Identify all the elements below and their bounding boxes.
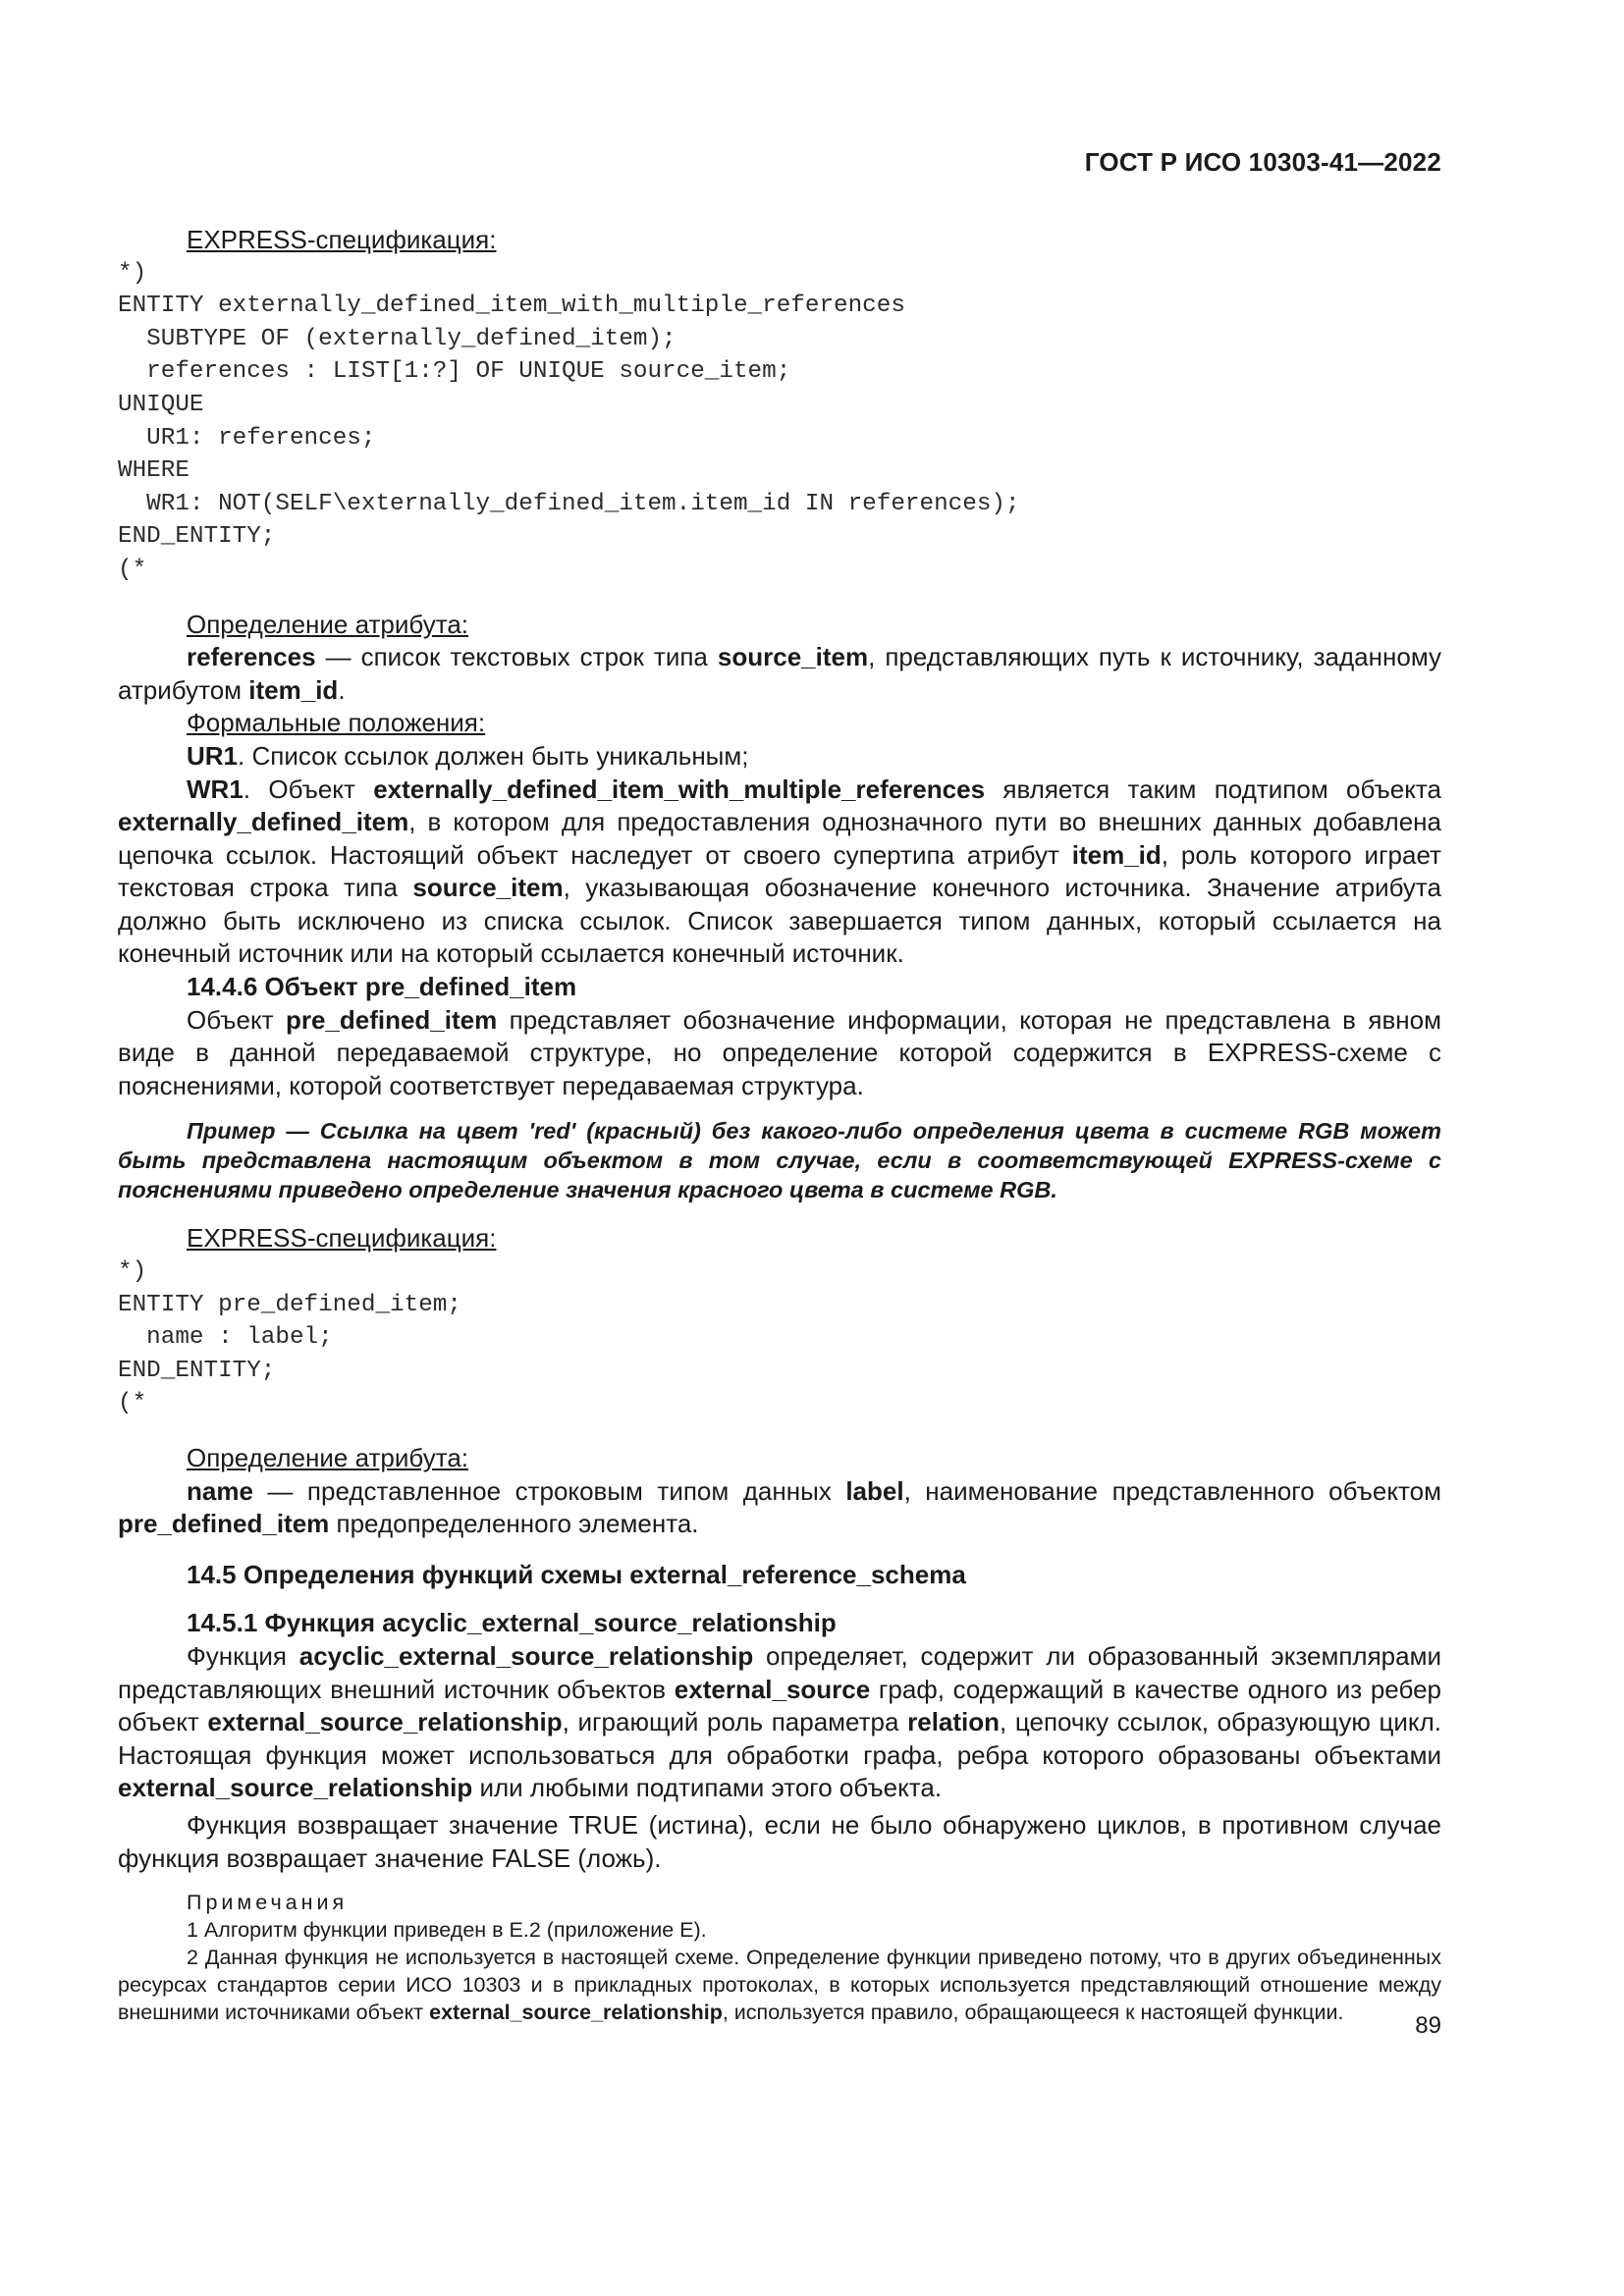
function-name: acyclic_external_source_relationship — [298, 1640, 754, 1671]
text-span: . Объект — [243, 774, 374, 804]
text-span: , в котором для предоставления однозначного пути во внешних данных добавлена цепочка ссылок. Настоящий объект наследует от своего супертипа атрибут — [118, 807, 1441, 870]
attribute-name: name — [187, 1475, 253, 1506]
text-span: Объект — [187, 1004, 286, 1035]
type-name: source_item — [412, 873, 564, 903]
express-code-block: *) ENTITY externally_defined_item_with_multiple_references SUBTYPE OF (externally_defined_item); references : LIST[1:?] OF UNIQUE source_item; UNIQUE UR1: references; WHERE WR1: NOT(SELF\externally_defined_item.item_id IN references); END_ENTITY; (* — [118, 259, 1020, 583]
entity-name: external_source_relationship — [429, 2001, 723, 2025]
parameter-name: relation — [907, 1707, 1001, 1737]
rule-label: UR1 — [187, 740, 239, 771]
text-span: , роль которого играет текстовая строка типа — [118, 839, 1441, 903]
section-heading-14-4-6: 14.4.6 Объект pre_defined_item — [187, 972, 577, 1002]
section-heading-14-5-1: 14.5.1 Функция acyclic_external_source_relationship — [187, 1608, 837, 1638]
text-span: — список текстовых строк типа — [315, 642, 718, 672]
note-item — [118, 1944, 1441, 2026]
express-spec-heading: EXPRESS-спецификация: — [187, 1223, 497, 1254]
text-span: является таким подтипом объекта — [985, 774, 1441, 804]
text-span: или любыми подтипами этого объекта. — [472, 1773, 943, 1803]
text-span: , играющий роль параметра — [562, 1707, 908, 1737]
page-number: 89 — [1415, 2012, 1441, 2039]
text-span: . Список ссылок должен быть уникальным; — [238, 740, 749, 771]
attribute-ref: item_id — [248, 674, 339, 705]
entity-name: externally_defined_item — [118, 807, 409, 837]
attribute-definition-text — [118, 641, 1441, 707]
text-span: , представляющих путь к источнику, заданному атрибутом — [118, 642, 1441, 705]
express-code-block: *) ENTITY pre_defined_item; name : label; END_ENTITY; (* — [118, 1258, 461, 1417]
example-note: Пример — Ссылка на цвет 'red' (красный) без какого-либо определения цвета в системе RGB может быть представлена настоящим объектом в том случае, если в соответствующей EXPRESS-схеме с пояснениями приведено определение значения красного цвета в системе RGB. — [118, 1118, 1441, 1203]
rule-label: WR1 — [187, 774, 244, 804]
entity-name: externally_defined_item_with_multiple_references — [373, 774, 986, 804]
text-span: . — [338, 674, 346, 705]
text-span: , используется правило, обращающееся к настоящей функции. — [722, 2001, 1344, 2025]
text-span: определяет, содержит ли образованный экземплярами представляющих внешний источник объектов — [118, 1640, 1442, 1704]
rule-wr1 — [118, 774, 1441, 972]
standard-header: ГОСТ Р ИСО 10303-41—2022 — [1084, 147, 1441, 177]
section-heading-14-5: 14.5 Определения функций схемы external_reference_schema — [187, 1559, 966, 1589]
express-spec-heading: EXPRESS-спецификация: — [187, 225, 497, 254]
type-name: source_item — [717, 642, 869, 672]
entity-name: pre_defined_item — [285, 1004, 498, 1035]
text-span: — представленное строковым типом данных — [252, 1475, 846, 1506]
page-content — [118, 224, 1441, 2026]
attribute-definition-text — [118, 1475, 1441, 1541]
text-span: , указывающая обозначение конечного источника. Значение атрибута должно быть исключено из списка ссылок. Список завершается типом данных, который ссылается на конечный источник или на который ссылается конечный источник. — [118, 873, 1441, 969]
attribute-ref: item_id — [1071, 839, 1162, 870]
notes-heading: Примечания — [187, 1891, 349, 1915]
text-span: представляет обозначение информации, которая не представлена в явном виде в данной передаваемой структуре, но определение которой содержится в EXPRESS-схеме с пояснениями, которой соответствует передаваемая структура. — [118, 1004, 1441, 1100]
text-span: граф, содержащий в качестве одного из ребер объект — [118, 1674, 1441, 1737]
attribute-definition-heading: Определение атрибута: — [187, 609, 469, 639]
text-span: 2 Данная функция не используется в настоящей схеме. Определение функции приведено потому, что в других объединенных ресурсах стандартов серии ИСО 10303 и в прикладных протоколах, в которых используется представляющий отношение между внешними источниками объект — [118, 1946, 1441, 2025]
text-span: , наименование представленного объектом — [903, 1475, 1441, 1506]
entity-name: external_source_relationship — [207, 1707, 563, 1737]
section-paragraph: Функция возвращает значение TRUE (истина), если не было обнаружено циклов, в противном случае функция возвращает значение FALSE (ложь). — [118, 1809, 1441, 1873]
entity-name: external_source — [674, 1674, 871, 1704]
formal-propositions-heading: Формальные положения: — [187, 708, 486, 738]
attribute-definition-heading: Определение атрибута: — [187, 1443, 469, 1472]
section-paragraph — [118, 1004, 1441, 1103]
attribute-name: references — [187, 642, 316, 672]
entity-name: pre_defined_item — [118, 1509, 330, 1539]
text-span: Функция — [187, 1640, 299, 1671]
entity-name: external_source_relationship — [118, 1773, 473, 1803]
section-paragraph — [118, 1640, 1441, 1805]
text-span: , цепочку ссылок, образующую цикл. Настоящая функция может использоваться для обработки графа, ребра которого образованы объектами — [118, 1707, 1441, 1770]
text-span: предопределенного элемента. — [329, 1509, 699, 1539]
type-name: label — [845, 1475, 904, 1506]
rule-ur1 — [118, 740, 1441, 774]
note-item: 1 Алгоритм функции приведен в Е.2 (приложение Е). — [187, 1918, 707, 1943]
